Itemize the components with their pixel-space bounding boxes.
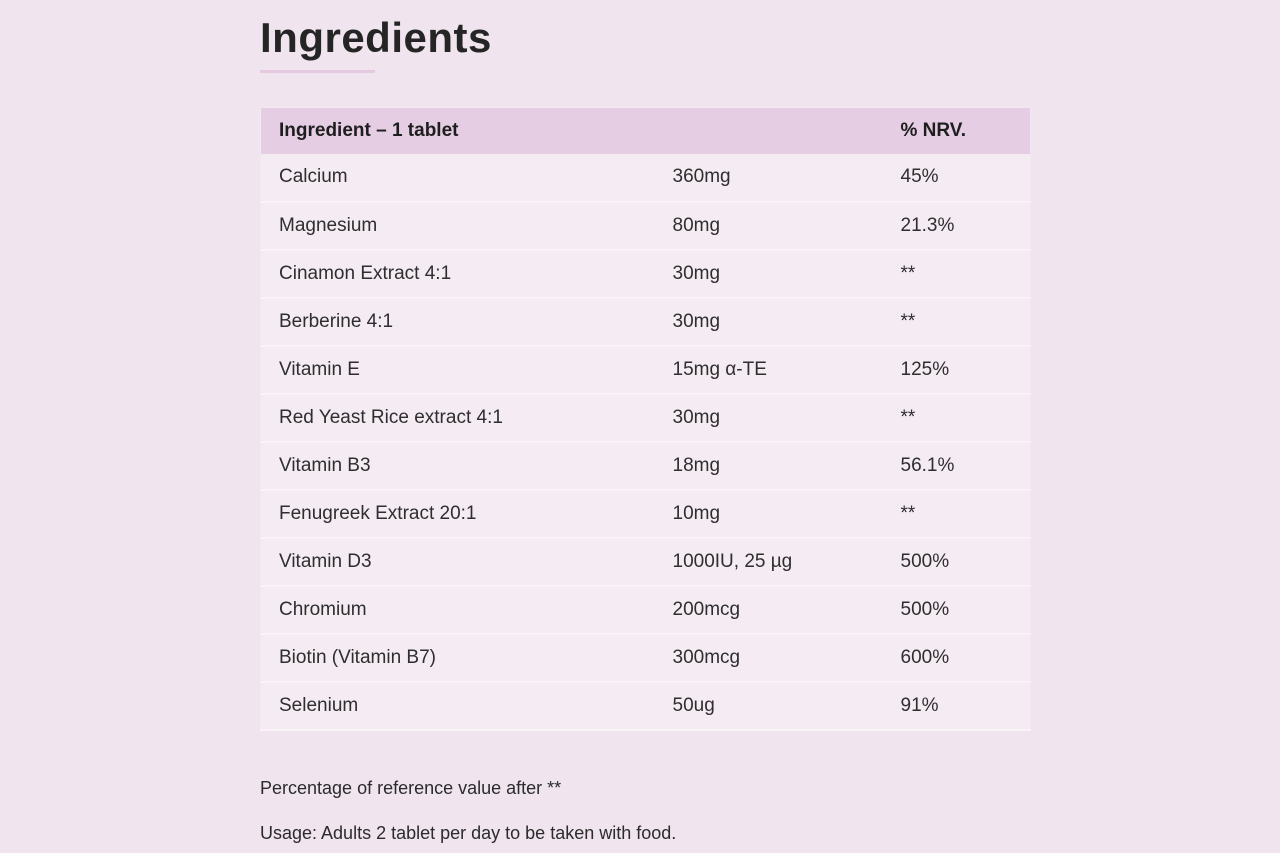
amount-cell: 30mg bbox=[656, 298, 884, 346]
nrv-cell: 91% bbox=[884, 682, 1031, 730]
ingredients-section bbox=[260, 0, 1030, 847]
ingredient-name-cell: Magnesium bbox=[261, 202, 656, 250]
table-row bbox=[261, 490, 1031, 538]
table-row bbox=[261, 538, 1031, 586]
nrv-cell: ** bbox=[884, 250, 1031, 298]
ingredient-name-cell: Vitamin E bbox=[261, 346, 656, 394]
amount-cell: 30mg bbox=[656, 394, 884, 442]
amount-cell: 80mg bbox=[656, 202, 884, 250]
note-usage: Usage: Adults 2 tablet per day to be taken with food. bbox=[260, 822, 677, 843]
ingredient-name-cell: Fenugreek Extract 20:1 bbox=[261, 490, 656, 538]
table-body bbox=[261, 154, 1031, 730]
nrv-cell: 500% bbox=[884, 586, 1031, 634]
amount-cell: 18mg bbox=[656, 442, 884, 490]
ingredient-name-cell: Calcium bbox=[261, 154, 656, 202]
nrv-cell: ** bbox=[884, 490, 1031, 538]
ingredient-name-cell: Vitamin B3 bbox=[261, 442, 656, 490]
note-reference: Percentage of reference value after ** bbox=[260, 777, 562, 798]
table-row bbox=[261, 250, 1031, 298]
amount-cell: 1000IU, 25 µg bbox=[656, 538, 884, 586]
nrv-column-header: % NRV. bbox=[884, 108, 1031, 154]
table-row bbox=[261, 298, 1031, 346]
ingredient-name-cell: Vitamin D3 bbox=[261, 538, 656, 586]
table-row bbox=[261, 586, 1031, 634]
amount-cell: 50ug bbox=[656, 682, 884, 730]
footnotes bbox=[260, 775, 1030, 847]
amount-cell: 10mg bbox=[656, 490, 884, 538]
ingredient-name-cell: Cinamon Extract 4:1 bbox=[261, 250, 656, 298]
nrv-cell: 500% bbox=[884, 538, 1031, 586]
amount-cell: 360mg bbox=[656, 154, 884, 202]
ingredient-column-header: Ingredient – 1 tablet bbox=[261, 108, 656, 154]
table-header-row bbox=[261, 108, 1031, 154]
title-underline bbox=[260, 70, 375, 73]
nrv-cell: 45% bbox=[884, 154, 1031, 202]
table-row bbox=[261, 202, 1031, 250]
table-row bbox=[261, 634, 1031, 682]
table-row bbox=[261, 346, 1031, 394]
nrv-cell: 21.3% bbox=[884, 202, 1031, 250]
ingredient-name-cell: Berberine 4:1 bbox=[261, 298, 656, 346]
amount-column-header bbox=[656, 108, 884, 154]
ingredient-name-cell: Biotin (Vitamin B7) bbox=[261, 634, 656, 682]
nrv-cell: ** bbox=[884, 394, 1031, 442]
ingredients-table bbox=[260, 107, 1031, 731]
nrv-cell: 56.1% bbox=[884, 442, 1031, 490]
table-row bbox=[261, 154, 1031, 202]
amount-cell: 200mcg bbox=[656, 586, 884, 634]
nrv-cell: ** bbox=[884, 298, 1031, 346]
ingredient-name-cell: Red Yeast Rice extract 4:1 bbox=[261, 394, 656, 442]
table-row bbox=[261, 442, 1031, 490]
ingredient-name-cell: Selenium bbox=[261, 682, 656, 730]
nrv-cell: 125% bbox=[884, 346, 1031, 394]
table-row bbox=[261, 394, 1031, 442]
amount-cell: 15mg α-TE bbox=[656, 346, 884, 394]
nrv-cell: 600% bbox=[884, 634, 1031, 682]
amount-cell: 300mcg bbox=[656, 634, 884, 682]
page-title: Ingredients bbox=[260, 14, 492, 61]
table-row bbox=[261, 682, 1031, 730]
amount-cell: 30mg bbox=[656, 250, 884, 298]
ingredient-name-cell: Chromium bbox=[261, 586, 656, 634]
